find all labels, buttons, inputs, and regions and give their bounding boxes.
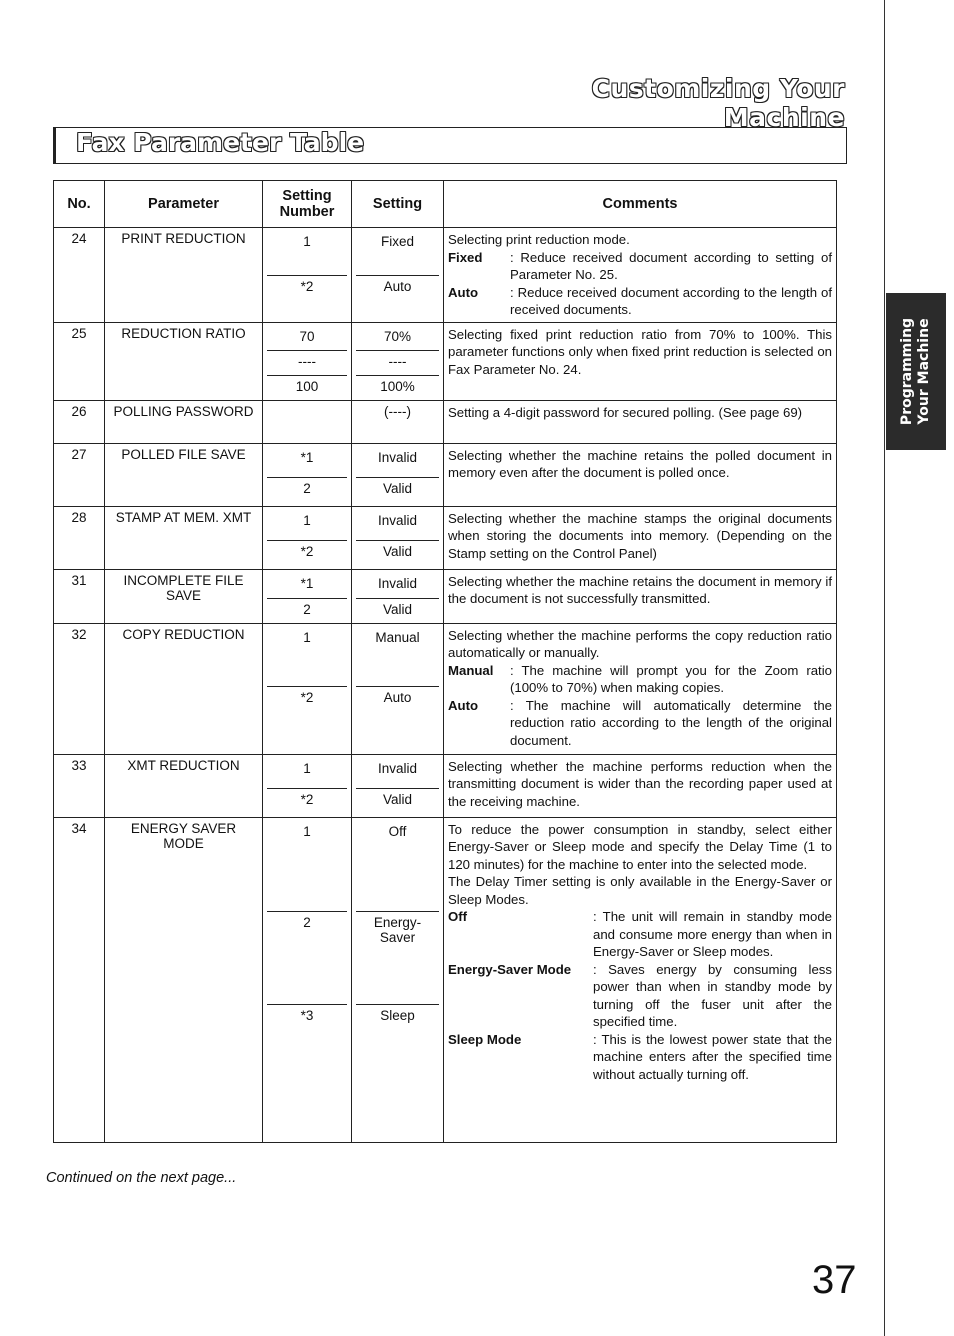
section-title-box [53,127,847,164]
comment-text: Selecting print reduction mode. [448,232,630,247]
table-row [54,443,837,506]
table-row [54,228,837,323]
row-setting-numbers [263,506,352,569]
setting-value: Fixed [356,231,439,276]
side-tab [886,293,946,450]
row-parameter: INCOMPLETE FILE SAVE [105,569,263,623]
row-parameter: STAMP AT MEM. XMT [105,506,263,569]
setting-value: ---- [356,351,439,376]
option-term: Auto [448,697,479,713]
comment-option [448,697,832,750]
option-desc: : The unit will remain in standby mode and consume more energy than when in Energy-Saver or Sleep modes. [593,909,832,959]
table-row [54,817,837,1142]
table-row [54,623,837,754]
setting-number [263,400,352,443]
row-comments [444,817,837,1142]
setting-value: Manual [356,627,439,687]
setting-number: 1 [267,758,347,789]
row-comments [444,623,837,754]
header-setting-number: Setting Number [263,181,352,228]
row-setting-numbers [263,623,352,754]
option-desc: : Reduce received document according to the length of received documents. [510,284,832,317]
row-comments: Setting a 4-digit password for secured polling. (See page 69) [444,400,837,443]
setting-number: ---- [267,351,347,376]
comment-option [448,284,832,319]
setting-value: 100% [380,378,415,394]
setting-value: Invalid [356,510,439,541]
setting-number: *2 [300,791,314,807]
section-title: Fax Parameter Table [76,128,365,157]
setting-value: Off [356,821,439,912]
row-setting-values [352,322,444,400]
row-no: 27 [54,443,105,506]
row-parameter: REDUCTION RATIO [105,322,263,400]
row-parameter: ENERGY SAVER MODE [105,817,263,1142]
row-setting-values [352,228,444,323]
option-term: Auto [448,284,479,300]
option-term: Sleep Mode [448,1031,522,1047]
row-setting-numbers [263,228,352,323]
row-setting-numbers [263,322,352,400]
setting-value: Valid [382,601,413,617]
row-no: 24 [54,228,105,323]
comment-option [448,1031,832,1084]
row-setting-numbers [263,569,352,623]
row-setting-numbers [263,754,352,817]
option-term: Off [448,909,468,924]
setting-number: *3 [300,1007,314,1023]
setting-value: Invalid [356,758,439,789]
option-term: Manual [448,662,494,678]
header-setting: Setting [352,181,444,228]
table-row [54,322,837,400]
row-setting-values [352,506,444,569]
continued-note: Continued on the next page... [46,1170,237,1186]
row-comments: Selecting fixed print reduction ratio from 70% to 100%. This parameter functions only when fixed print reduction is selected on Fax Parameter No. 24. [444,322,837,400]
row-no: 34 [54,817,105,1142]
table-row [54,506,837,569]
row-parameter: POLLING PASSWORD [105,400,263,443]
page-header-title: Customizing Your Machine [591,74,845,132]
row-comments: Selecting whether the machine retains the polled document in memory even after the document is polled once. [444,443,837,506]
setting-value: Auto [383,279,412,294]
header-parameter: Parameter [105,181,263,228]
row-no: 28 [54,506,105,569]
option-desc: : This is the lowest power state that the machine enters after the specified time without actually turning off. [593,1031,832,1082]
setting-value: Valid [382,543,413,559]
setting-number: *2 [300,543,314,559]
row-parameter: COPY REDUCTION [105,623,263,754]
row-setting-values [352,623,444,754]
option-term: Fixed [448,249,483,265]
comment-option [448,961,832,1031]
row-setting-values [352,754,444,817]
option-term: Energy-Saver Mode [448,961,572,977]
row-setting-values [352,569,444,623]
row-comments: Selecting whether the machine retains the document in memory if the document is not successfully transmitted. [444,569,837,623]
setting-number: *1 [267,447,347,478]
setting-value: (----) [352,400,444,443]
comment-option [448,908,832,961]
setting-number: 1 [267,821,347,912]
setting-value: Energy-Saver [356,912,439,1005]
setting-value: Valid [382,480,413,496]
setting-value: Invalid [356,573,439,599]
setting-number: 70 [267,326,347,351]
row-comments [444,228,837,323]
row-parameter: POLLED FILE SAVE [105,443,263,506]
setting-number: 1 [267,627,347,687]
setting-value: 70% [356,326,439,351]
row-comments: Selecting whether the machine stamps the original documents when storing the documents into memory. (Depending on the Stamp setting on the Control Panel) [444,506,837,569]
setting-value: Valid [382,791,413,807]
page-edge-rule [884,0,885,1336]
row-setting-numbers [263,817,352,1142]
setting-number: 2 [303,601,311,617]
table-header-row [54,181,837,228]
header-no: No. [54,181,105,228]
table-row [54,569,837,623]
comment-option [448,662,832,697]
row-no: 26 [54,400,105,443]
setting-value: Invalid [356,447,439,478]
side-tab-line-1: Programming [899,317,915,426]
fax-parameter-table [53,180,837,1143]
setting-number: 2 [303,480,311,496]
setting-number: *2 [300,689,314,705]
row-setting-values [352,817,444,1142]
comment-text: Selecting whether the machine performs the copy reduction ratio automatically or manually. [448,627,832,660]
comment-text: To reduce the power consumption in standby, select either Energy-Saver or Sleep mode and specify the Delay Time (1 to 120 minutes) for the machine to enter into the selected mode. [448,821,832,872]
row-parameter: PRINT REDUCTION [105,228,263,323]
setting-number: *1 [267,573,347,599]
setting-number: 1 [267,510,347,541]
setting-number: 1 [267,231,347,276]
table-row [54,754,837,817]
table-row [54,400,837,443]
option-desc: : The machine will automatically determine the reduction ratio according to the length of the original document. [510,697,832,748]
row-no: 33 [54,754,105,817]
setting-value: Sleep [380,1007,415,1023]
row-comments: Selecting whether the machine performs reduction when the transmitting document is wider than the recording paper used at the receiving machine. [444,754,837,817]
setting-number: 2 [267,912,347,1005]
option-desc: : The machine will prompt you for the Zoom ratio (100% to 70%) when making copies. [510,662,832,695]
row-no: 32 [54,623,105,754]
setting-number: *2 [300,279,314,294]
row-no: 31 [54,569,105,623]
setting-value: Auto [383,689,412,705]
option-desc: : Saves energy by consuming less power than when in standby mode by turning off the fuser unit after the specified time. [593,961,832,1029]
header-comments: Comments [444,181,837,228]
side-tab-line-2: Your Machine [916,318,932,425]
row-parameter: XMT REDUCTION [105,754,263,817]
row-no: 25 [54,322,105,400]
option-desc: : Reduce received document according to setting of Parameter No. 25. [510,249,832,282]
row-setting-numbers [263,443,352,506]
row-setting-values [352,443,444,506]
page-number: 37 [812,1258,857,1302]
comment-text: The Delay Timer setting is only available in the Energy-Saver or Sleep Modes. [448,874,832,907]
setting-number: 100 [295,378,319,394]
side-tab-label [886,293,946,450]
comment-option [448,249,832,284]
